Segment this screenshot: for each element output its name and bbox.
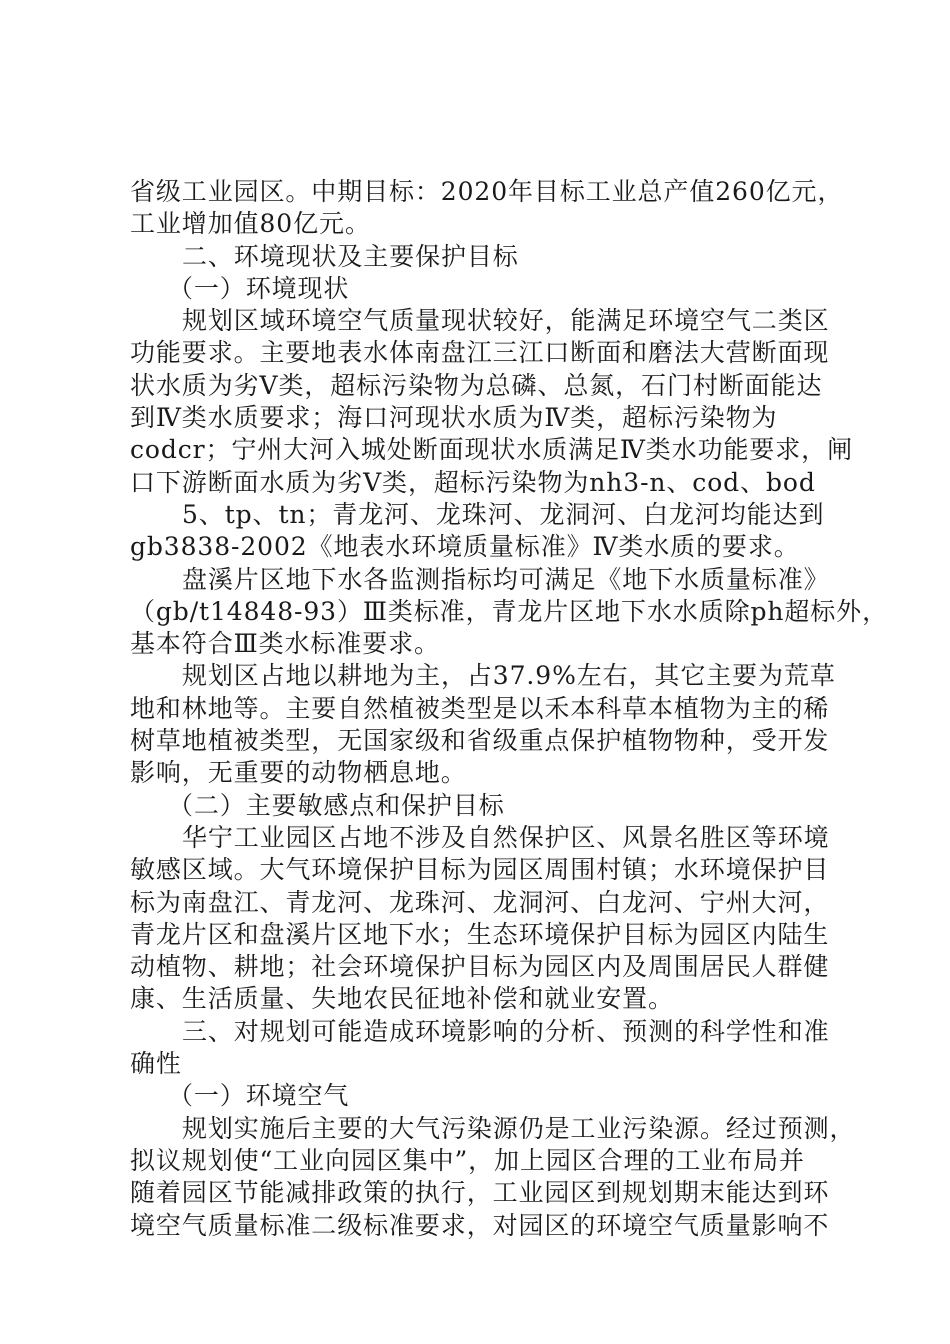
text-line: 规划区占地以耕地为主，占37.9%左右，其它主要为荒草 xyxy=(182,661,836,691)
text-line: 规划区域环境空气质量现状较好，能满足环境空气二类区 xyxy=(182,306,830,336)
text-line: 二、环境现状及主要保护目标 xyxy=(182,241,519,271)
text-line: （一）环境空气 xyxy=(168,1081,350,1111)
text-line: 动植物、耕地；社会环境保护目标为园区内及周围居民人群健 xyxy=(130,952,830,982)
text-line: （gb/t14848-93）Ⅲ类标准，青龙片区地下水水质除ph超标外， xyxy=(130,596,888,626)
text-line: 标为南盘江、青龙河、龙珠河、龙洞河、白龙河、宁州大河， xyxy=(130,887,830,917)
text-line: 基本符合Ⅲ类水标准要求。 xyxy=(130,629,440,659)
text-line: 省级工业园区。中期目标：2020年目标工业总产值260亿元， xyxy=(130,177,844,206)
text-line: 境空气质量标准二级标准要求，对园区的环境空气质量影响不 xyxy=(130,1210,830,1240)
text-line: 到Ⅳ类水质要求；海口河现状水质为Ⅳ类，超标污染物为 xyxy=(130,403,778,433)
text-line: 拟议规划使“工业向园区集中”，加上园区合理的工业布局并 xyxy=(130,1145,805,1175)
text-line: 青龙片区和盘溪片区地下水；生态环境保护目标为园区内陆生 xyxy=(130,919,830,949)
text-line: 工业增加值80亿元。 xyxy=(130,209,371,239)
text-line: （二）主要敏感点和保护目标 xyxy=(168,790,505,820)
text-line: 树草地植被类型，无国家级和省级重点保护植物物种，受开发 xyxy=(130,726,830,756)
text-line: 5、tp、tn；青龙河、龙珠河、龙洞河、白龙河均能达到 xyxy=(182,499,825,529)
text-line: 敏感区域。大气环境保护目标为园区周围村镇；水环境保护目 xyxy=(130,855,830,885)
text-line: 随着园区节能减排政策的执行，工业园区到规划期末能达到环 xyxy=(130,1178,830,1208)
text-line: 华宁工业园区占地不涉及自然保护区、风景名胜区等环境 xyxy=(182,822,830,852)
text-line: 确性 xyxy=(130,1049,182,1079)
text-line: 地和林地等。主要自然植被类型是以禾本科草本植物为主的稀 xyxy=(130,693,830,723)
text-line: 三、对规划可能造成环境影响的分析、预测的科学性和准 xyxy=(182,1016,830,1046)
text-line: codcr；宁州大河入城处断面现状水质满足Ⅳ类水功能要求，闸 xyxy=(130,435,853,465)
text-line: 口下游断面水质为劣Ⅴ类，超标污染物为nh3-n、cod、bod xyxy=(130,467,816,497)
text-line: （一）环境现状 xyxy=(168,273,350,303)
text-line: 状水质为劣Ⅴ类，超标污染物为总磷、总氮，石门村断面能达 xyxy=(130,370,823,400)
text-line: 功能要求。主要地表水体南盘江三江口断面和磨法大营断面现 xyxy=(130,338,830,368)
document-body xyxy=(130,176,888,1242)
text-line: 规划实施后主要的大气污染源仍是工业污染源。经过预测， xyxy=(182,1113,856,1143)
text-line: 影响，无重要的动物栖息地。 xyxy=(130,758,467,788)
text-line: gb3838-2002《地表水环境质量标准》Ⅳ类水质的要求。 xyxy=(130,532,800,562)
text-line: 康、生活质量、失地农民征地补偿和就业安置。 xyxy=(130,984,674,1014)
text-line: 盘溪片区地下水各监测指标均可满足《地下水质量标准》 xyxy=(182,564,830,594)
